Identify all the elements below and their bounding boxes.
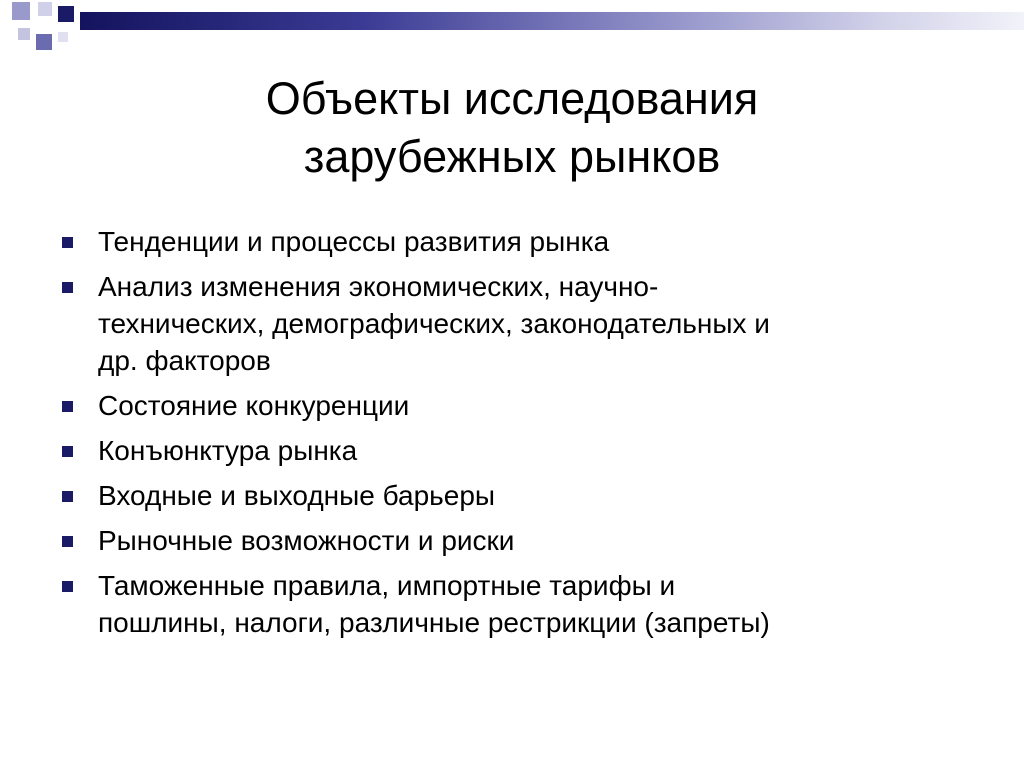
square-bullet-icon — [62, 237, 73, 248]
decor-square — [12, 2, 30, 20]
decor-square — [58, 6, 74, 22]
list-item: Состояние конкуренции — [62, 387, 962, 424]
list-item: Тенденции и процессы развития рынка — [62, 223, 962, 260]
square-bullet-icon — [62, 282, 73, 293]
square-bullet-icon — [62, 536, 73, 547]
decor-square — [58, 32, 68, 42]
square-bullet-icon — [62, 401, 73, 412]
decor-square — [36, 34, 52, 50]
list-item: Рыночные возможности и риски — [62, 522, 962, 559]
header-gradient-bar — [80, 12, 1024, 30]
slide-title — [0, 70, 1024, 186]
header-decoration — [0, 0, 1024, 70]
list-item: Конъюнктура рынка — [62, 432, 962, 469]
decor-square — [18, 28, 30, 40]
list-item: Входные и выходные барьеры — [62, 477, 962, 514]
bullet-list — [62, 223, 962, 649]
square-bullet-icon — [62, 491, 73, 502]
square-bullet-icon — [62, 581, 73, 592]
decor-square — [38, 2, 52, 16]
title-line: зарубежных рынков — [303, 131, 721, 182]
title-line: Объекты исследования — [265, 73, 759, 124]
list-item: Таможенные правила, импортные тарифы и пошлины, налоги, различные рестрикции (запреты) — [62, 567, 962, 641]
square-bullet-icon — [62, 446, 73, 457]
list-item: Анализ изменения экономических, научно- технических, демографических, законодательных и др. факторов — [62, 268, 962, 379]
